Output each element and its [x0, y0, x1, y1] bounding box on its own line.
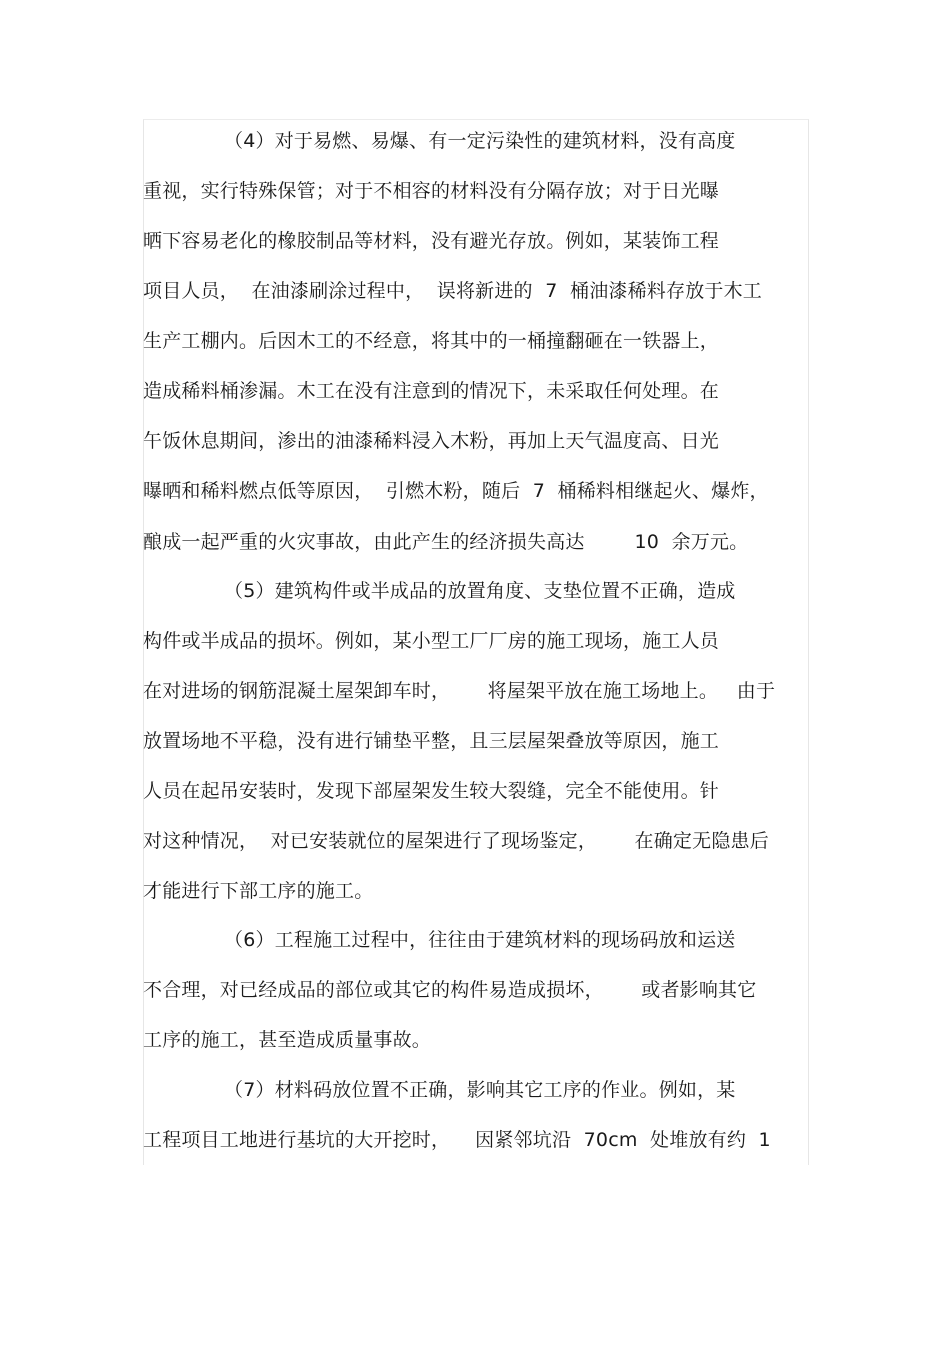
- paragraph-line: 重视，实行特殊保管；对于不相容的材料没有分隔存放；对于日光曝: [143, 180, 720, 202]
- paragraph-line: 才能进行下部工序的施工。: [143, 880, 374, 902]
- paragraph-line: 项目人员， 在油漆刷涂过程中， 误将新进的 7 桶油漆稀料存放于木工: [143, 280, 763, 302]
- paragraph-line: 工序的施工，甚至造成质量事故。: [143, 1029, 432, 1051]
- paragraph-line: 酿成一起严重的火灾事故，由此产生的经济损失高达 10 余万元。: [143, 531, 749, 553]
- paragraph-line: （6）工程施工过程中，往往由于建筑材料的现场码放和运送: [224, 929, 736, 951]
- paragraph-line: 对这种情况， 对已安装就位的屋架进行了现场鉴定， 在确定无隐患后: [143, 830, 769, 852]
- paragraph-line: （7）材料码放位置不正确，影响其它工序的作业。例如，某: [224, 1079, 736, 1101]
- paragraph-line: 不合理，对已经成品的部位或其它的构件易造成损坏， 或者影响其它: [143, 979, 757, 1001]
- paragraph-line: 放置场地不平稳，没有进行铺垫平整，且三层屋架叠放等原因，施工: [143, 730, 720, 752]
- paragraph-line: 工程项目工地进行基坑的大开挖时， 因紧邻坑沿 70cm 处堆放有约 1: [143, 1129, 771, 1151]
- paragraph-line: 生产工棚内。后因木工的不经意，将其中的一桶撞翻砸在一铁器上，: [143, 330, 720, 352]
- paragraph-line: 曝晒和稀料燃点低等原因， 引燃木粉，随后 7 桶稀料相继起火、爆炸，: [143, 480, 769, 502]
- paragraph-line: 造成稀料桶渗漏。木工在没有注意到的情况下，未采取任何处理。在: [143, 380, 720, 402]
- paragraph-line: 晒下容易老化的橡胶制品等材料，没有避光存放。例如，某装饰工程: [143, 230, 720, 252]
- paragraph-line: （5）建筑构件或半成品的放置角度、支垫位置不正确，造成: [224, 580, 736, 602]
- paragraph-line: （4）对于易燃、易爆、有一定污染性的建筑材料，没有高度: [224, 130, 736, 152]
- paragraph-line: 在对进场的钢筋混凝土屋架卸车时， 将屋架平放在施工场地上。 由于: [143, 680, 776, 702]
- paragraph-line: 人员在起吊安装时，发现下部屋架发生较大裂缝，完全不能使用。针: [143, 780, 720, 802]
- paragraph-line: 构件或半成品的损坏。例如，某小型工厂厂房的施工现场，施工人员: [143, 630, 720, 652]
- paragraph-line: 午饭休息期间，渗出的油漆稀料浸入木粉，再加上天气温度高、日光: [143, 430, 720, 452]
